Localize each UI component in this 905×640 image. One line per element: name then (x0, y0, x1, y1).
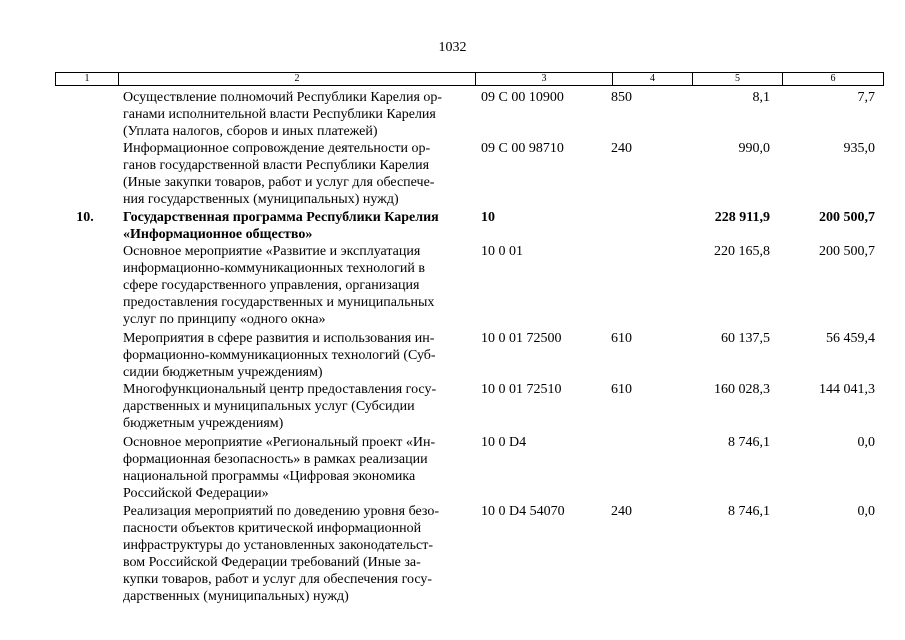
row-value-1: 8 746,1 (728, 504, 770, 519)
page-number: 1032 (438, 40, 467, 55)
row-code: 10 0 01 72500 (481, 331, 562, 346)
row-value-1: 228 911,9 (714, 210, 770, 225)
row-value-2: 7,7 (857, 90, 875, 105)
row-value-1: 8 746,1 (728, 435, 770, 450)
row-code: 10 0 01 72510 (481, 382, 562, 397)
header-col-3: 3 (476, 73, 613, 85)
row-value-1: 220 165,8 (714, 244, 770, 259)
header-col-4: 4 (613, 73, 693, 85)
row-number: 10. (76, 210, 94, 225)
row-code: 09 С 00 98710 (481, 141, 564, 156)
header-col-2: 2 (119, 73, 476, 85)
row-name: Государственная программа Республики Карелия «Информационное общество» (123, 210, 439, 242)
header-col-6: 6 (830, 73, 836, 84)
row-value-2: 0,0 (857, 504, 875, 519)
row-code: 10 0 D4 (481, 435, 527, 450)
row-value-1: 8,1 (752, 90, 770, 105)
row-value-2: 200 500,7 (819, 210, 875, 225)
row-type: 240 (611, 504, 632, 519)
row-value-2: 0,0 (857, 435, 875, 450)
row-value-2: 200 500,7 (819, 244, 875, 259)
row-type: 610 (611, 331, 632, 346)
row-type: 850 (611, 90, 632, 105)
row-code: 10 0 01 (481, 244, 523, 259)
row-type: 240 (611, 141, 632, 156)
header-col-5: 5 (693, 73, 783, 85)
row-code: 10 (481, 210, 495, 225)
table-header (55, 72, 884, 86)
row-value-2: 935,0 (843, 141, 875, 156)
row-code: 10 0 D4 54070 (481, 504, 565, 519)
row-value-2: 144 041,3 (819, 382, 875, 397)
header-col-1: 1 (56, 73, 119, 85)
row-name: Осуществление полномочий Республики Карелия ор- ганами исполнительной власти Республики Карелия (Уплата налогов, сборов и иных платежей) (123, 90, 443, 139)
row-value-1: 990,0 (738, 141, 770, 156)
row-name: Реализация мероприятий по доведению уровня безо- пасности объектов критической информационной инфраструктуры до установленных законодательст- вом Российской Федерации требований (Иные за- купки товаров, работ и услуг для обеспечения госу- дарственных (муниципальных) нужд) (123, 504, 439, 604)
row-value-2: 56 459,4 (826, 331, 875, 346)
row-value-1: 60 137,5 (721, 331, 770, 346)
row-name: Мероприятия в сфере развития и использования ин- формационно-коммуникационных технологий (Суб- сидии бюджетным учреждениям) (123, 331, 436, 380)
row-name: Основное мероприятие «Региональный проект «Ин- формационная безопасность» в рамках реализации национальной программы «Цифровая экономика Российской Федерации» (123, 435, 436, 501)
row-type: 610 (611, 382, 632, 397)
row-name: Многофункциональный центр предоставления госу- дарственных и муниципальных услуг (Субсидии бюджетным учреждениям) (123, 382, 437, 431)
row-code: 09 С 00 10900 (481, 90, 564, 105)
row-name: Информационное сопровождение деятельности ор- ганов государственной власти Республики Карелия (Иные закупки товаров, работ и услуг для обеспече- ния государственных (муниципальных) нужд) (123, 141, 435, 207)
row-name: Основное мероприятие «Развитие и эксплуатация информационно-коммуникационных технологий в сфере государственного управления, организация предоставления государственных и муниципальных услуг по принципу «одного окна» (123, 244, 435, 327)
row-value-1: 160 028,3 (714, 382, 770, 397)
